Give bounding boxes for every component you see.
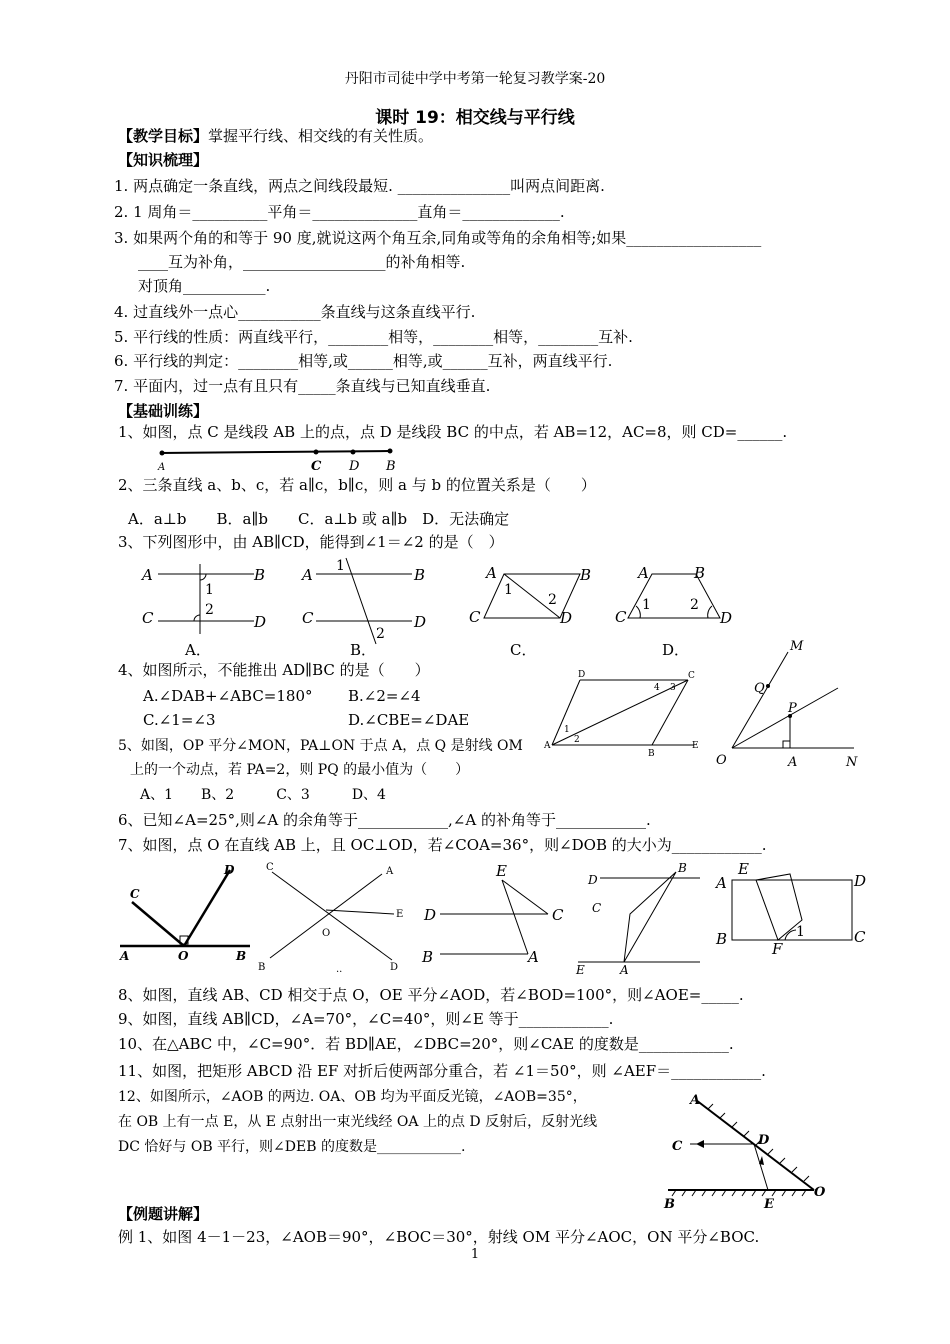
question-12-line-2: 在 OB 上有一点 E，从 E 点射出一束光线经 OA 上的点 D 反射后，反射光线 [118,1114,598,1130]
q3-label-c: C． [510,641,537,659]
knowledge-item-7: 7. 平面内，过一点有且只有_____条直线与已知直线垂直. [114,377,491,395]
knowledge-item-3: 3. 如果两个角的和等于 90 度,就说这两个角互余,同角或等角的余角相等;如果__________________ [114,229,762,247]
q3-label-b: B． [350,641,377,659]
svg-text:A: A [528,948,539,966]
question-4-option-b: B.∠2=∠4 [348,687,421,705]
svg-text:M: M [790,639,804,654]
svg-text:B: B [716,930,728,948]
svg-text:C: C [672,1139,683,1154]
question-4-option-d: D.∠CBE=∠DAE [348,711,470,729]
question-5-line-2: 上的一个动点，若 PA=2，则 PQ 的最小值为（ ） [130,762,470,778]
svg-text:1: 1 [796,924,805,940]
objective-label: 【教学目标】 [118,127,209,145]
svg-text:1: 1 [205,582,214,598]
svg-text:C: C [469,608,481,626]
svg-text:D: D [349,459,360,474]
svg-text:A: A [158,462,166,473]
svg-text:C: C [311,459,322,474]
svg-text:1: 1 [642,597,651,613]
svg-text:D: D [758,1133,770,1148]
segment-figure [150,444,410,474]
svg-text:F: F [772,940,783,958]
svg-text:2: 2 [548,592,557,608]
question-6: 6、已知∠A=25°,则∠A 的余角等于____________,∠A 的补角等于____________. [118,811,651,829]
svg-text:A: A [120,949,130,963]
svg-text:3: 3 [670,683,676,693]
q4-figure [540,668,710,760]
svg-text:A: A [638,564,649,582]
svg-text:E: E [496,862,507,880]
objective-text: 掌握平行线、相交线的有关性质。 [208,127,434,145]
question-4-option-a: A.∠DAB+∠ABC=180° [143,687,313,705]
question-1: 1、如图，点 C 是线段 AB 上的点，点 D 是线段 BC 的中点，若 AB=12，AC=8，则 CD=______. [118,423,788,441]
svg-text:B: B [694,564,706,582]
svg-text:C: C [130,887,140,901]
svg-text:A: A [302,566,313,584]
section-knowledge: 【知识梳理】 [118,151,209,169]
svg-text:E: E [576,963,585,977]
page-title: 课时 19：相交线与平行线 [375,108,575,128]
svg-text:E: E [764,1197,774,1212]
question-9: 9、如图，直线 AB∥CD，∠A=70°，∠C=40°，则∠E 等于____________. [118,1010,614,1028]
svg-text:1: 1 [336,558,345,574]
svg-text:B: B [664,1197,675,1212]
svg-text:C: C [615,608,627,626]
svg-text:D: D [424,906,437,924]
section-basic: 【基础训练】 [118,402,209,420]
svg-text:A: A [386,866,394,877]
svg-text:B: B [236,949,247,963]
svg-text:2: 2 [376,626,385,642]
svg-text:C: C [854,928,866,946]
svg-text:2: 2 [205,602,214,618]
svg-text:E: E [738,860,749,878]
svg-text:1: 1 [564,725,570,735]
question-2: 2、三条直线 a、b、c，若 a∥c，b∥c，则 a 与 b 的位置关系是（ ） [118,476,596,494]
svg-text:A: A [486,564,497,582]
question-7: 7、如图，点 O 在直线 AB 上，且 OC⊥OD，若∠COA=36°，则∠DOB 的大小为____________. [118,836,767,854]
svg-text:..: .. [336,964,343,975]
question-3: 3、下列图形中，由 AB∥CD，能得到∠1＝∠2 的是（ ） [118,533,504,551]
q3-figures [136,556,736,660]
svg-text:O: O [178,949,189,963]
page-header: 丹阳市司徒中学中考第一轮复习教学案-20 [344,71,606,87]
svg-text:N: N [846,755,858,770]
svg-text:D: D [588,873,598,887]
svg-text:B: B [254,566,266,584]
svg-text:D: D [578,670,586,680]
svg-text:D: D [390,962,399,973]
question-8: 8、如图，直线 AB、CD 相交于点 O，OE 平分∠AOD，若∠BOD=100°，则∠AOE=_____. [118,986,744,1004]
question-12-line-3: DC 恰好与 OB 平行，则∠DEB 的度数是____________. [118,1139,466,1155]
svg-text:D: D [414,613,427,631]
svg-text:A: A [142,566,153,584]
knowledge-item-6: 6. 平行线的判定：________相等,或______相等,或______互补，两直线平行. [114,352,613,370]
svg-text:D: D [720,609,733,627]
svg-text:B: B [422,948,434,966]
q3-label-a: A． [185,641,211,659]
svg-text:Q: Q [754,681,765,696]
example-1: 例 1、如图 4－1－23，∠AOB＝90°，∠BOC＝30°，射线 OM 平分∠AOC，ON 平分∠BOC. [118,1228,760,1246]
svg-text:2: 2 [690,597,699,613]
question-12-line-1: 12、如图所示，∠AOB 的两边. OA、OB 均为平面反光镜，∠AOB=35°， [118,1089,587,1105]
svg-text:A: A [788,755,798,770]
svg-text:O: O [322,928,331,939]
svg-text:4: 4 [654,683,660,693]
question-5-options: A、1 B、2 C、3 D、4 [140,787,386,803]
svg-text:D: D [254,613,267,631]
svg-text:B: B [386,459,396,474]
svg-text:A: A [620,963,629,977]
svg-text:A: A [690,1093,701,1108]
svg-text:D: D [560,609,573,627]
svg-text:C: C [266,862,274,873]
knowledge-item-4: 4. 过直线外一点心___________条直线与这条直线平行. [114,303,476,321]
teaching-objective [118,127,433,145]
svg-text:E: E [396,909,404,920]
q7-q11-figures [110,858,880,980]
knowledge-item-5: 5. 平行线的性质：两直线平行，________相等，________相等，________互补. [114,328,633,346]
section-example: 【例题讲解】 [118,1205,209,1223]
question-5-line-1: 5、如图，OP 平分∠MON，PA⊥ON 于点 A，点 Q 是射线 OM [118,738,523,754]
knowledge-item-3-cont: ____互为补角，___________________的补角相等. [138,253,466,271]
q3-label-d: D． [662,641,690,659]
svg-text:E: E [692,741,699,751]
svg-text:C: C [142,609,154,627]
svg-text:C: C [552,906,564,924]
svg-text:D: D [224,863,235,877]
q5-figure [706,636,866,770]
svg-text:B: B [414,566,426,584]
knowledge-item-2: 2. 1 周角＝__________平角＝______________直角＝_____________. [114,203,565,221]
svg-text:1: 1 [504,582,513,598]
question-2-options: A．a⊥b B．a∥b C．a⊥b 或 a∥b D．无法确定 [128,510,510,528]
svg-text:C: C [302,609,314,627]
svg-text:A: A [544,741,551,751]
question-10: 10、在△ABC 中，∠C=90°．若 BD∥AE，∠DBC=20°，则∠CAE 的度数是____________. [118,1035,734,1053]
page-number: 1 [470,1247,480,1262]
question-4-option-c: C.∠1=∠3 [143,711,216,729]
knowledge-item-1: 1. 两点确定一条直线，两点之间线段最短. _______________叫两点间距离. [114,177,605,195]
svg-text:C: C [688,671,695,681]
svg-text:O: O [814,1185,826,1200]
svg-text:D: D [854,872,867,890]
svg-text:B: B [580,566,592,584]
svg-text:2: 2 [574,735,580,745]
svg-text:O: O [716,753,727,768]
question-11: 11、如图，把矩形 ABCD 沿 EF 对折后使两部分重合，若 ∠1＝50°，则 ∠AEF＝____________. [118,1062,766,1080]
svg-text:B: B [678,861,687,875]
svg-text:P: P [788,701,797,716]
svg-text:C: C [592,901,602,915]
svg-text:B: B [258,962,266,973]
svg-text:B: B [648,749,655,759]
knowledge-item-3-vertical: 对顶角___________. [138,277,271,295]
mirror-figure [656,1088,836,1214]
svg-text:A: A [716,874,727,892]
question-4: 4、如图所示，不能推出 AD∥BC 的是（ ） [118,661,430,679]
